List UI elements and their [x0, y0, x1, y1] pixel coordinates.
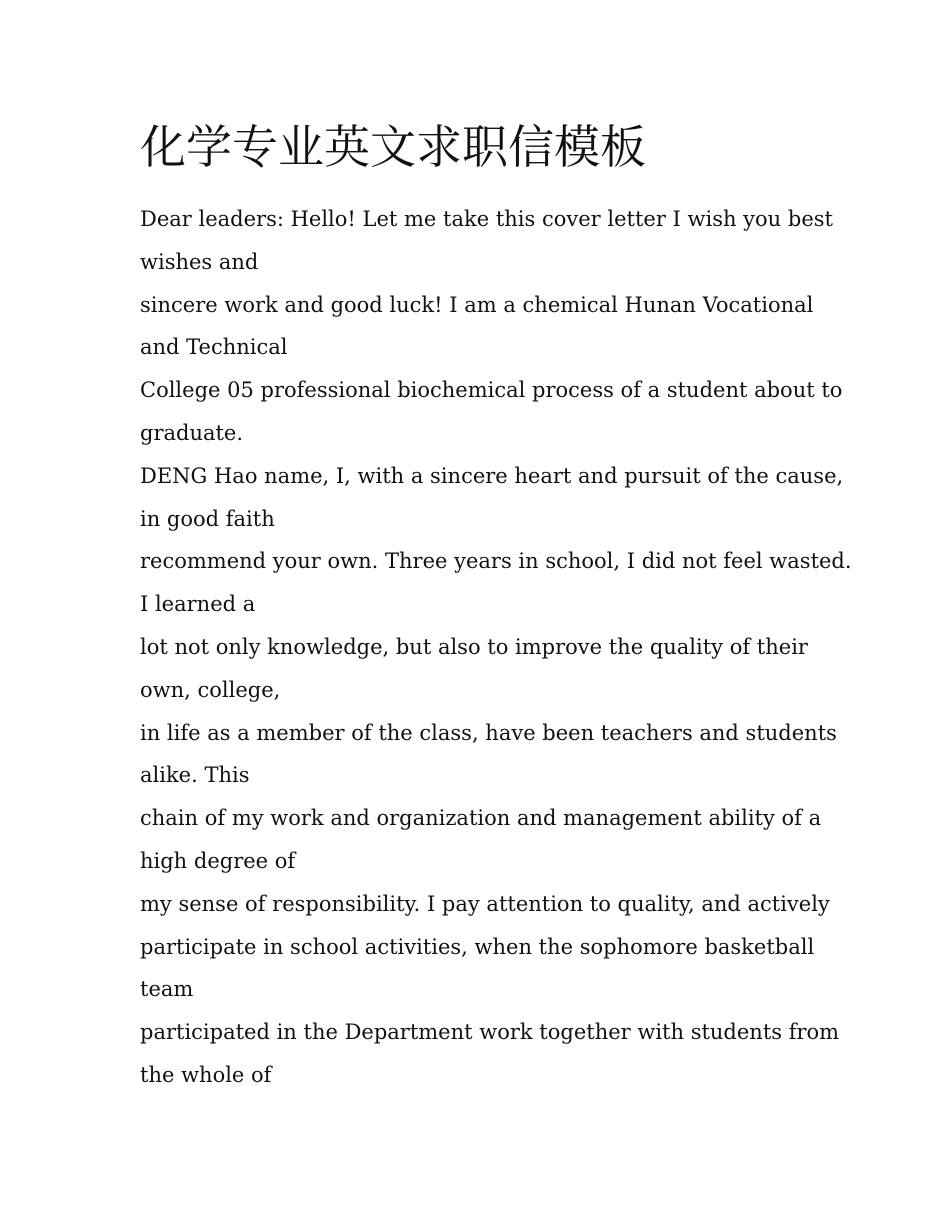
- text-line: my sense of responsibility. I pay attention to quality, and actively: [140, 891, 830, 916]
- text-line: high degree of: [140, 848, 296, 873]
- text-line: participated in the Department work together with students from: [140, 1020, 840, 1045]
- text-line: Dear leaders: Hello! Let me take this cover letter I wish you best: [140, 207, 833, 231]
- text-line: and Technical: [140, 335, 288, 360]
- letter-body: [140, 198, 852, 1097]
- text-line: the whole of: [140, 1062, 272, 1087]
- text-line: participate in school activities, when the sophomore basketball: [140, 934, 815, 959]
- text-line: wishes and: [140, 249, 259, 274]
- text-line: I learned a: [140, 592, 256, 617]
- text-line: in life as a member of the class, have been teachers and students: [140, 720, 837, 745]
- text-line: own, college,: [140, 677, 281, 702]
- text-line: College 05 professional biochemical process of a student about to: [140, 378, 843, 403]
- text-line: in good faith: [140, 506, 275, 531]
- text-line: graduate.: [140, 420, 244, 445]
- text-line: DENG Hao name, I, with a sincere heart and pursuit of the cause,: [140, 463, 844, 488]
- text-line: lot not only knowledge, but also to improve the quality of their: [140, 634, 808, 659]
- text-line: chain of my work and organization and management ability of a: [140, 806, 822, 831]
- text-line: recommend your own. Three years in school, I did not feel wasted.: [140, 549, 852, 574]
- text-line: sincere work and good luck! I am a chemical Hunan Vocational: [140, 292, 814, 317]
- text-line: team: [140, 977, 194, 1002]
- document-title: 化学专业英文求职信模板: [140, 120, 646, 174]
- text-line: alike. This: [140, 763, 250, 788]
